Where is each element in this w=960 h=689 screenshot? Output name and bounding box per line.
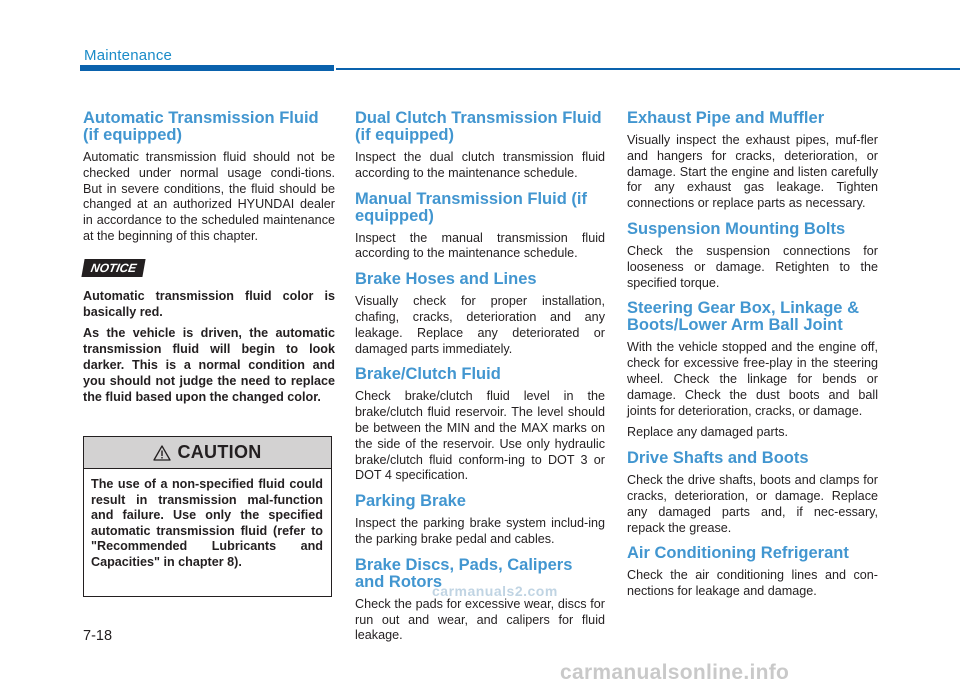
brake-fluid-heading: Brake/Clutch Fluid [355,365,501,384]
steering-body-2: Replace any damaged parts. [627,425,789,440]
atf-heading: Automatic Transmission Fluid (if equipped) [83,109,319,144]
steering-heading: Steering Gear Box, Linkage & Boots/Lower Arm Ball Joint [627,299,859,335]
brake-hoses-body: Visually check for proper installation, chafing, cracks, deterioration and any leakage. Replace any deteriorated or damaged parts immediately. [355,294,605,356]
ac-heading: Air Conditioning Refrigerant [627,544,849,563]
drive-shafts-heading: Drive Shafts and Boots [627,449,809,468]
suspension-body: Check the suspension connections for looseness or damage. Retighten to the specified torque. [627,243,878,290]
brake-hoses-heading: Brake Hoses and Lines [355,270,537,289]
dct-heading: Dual Clutch Transmission Fluid (if equipped) [355,109,602,144]
parking-brake-body: Inspect the parking brake system includ-ing the parking brake pedal and cables. [355,516,605,546]
dct-body: Inspect the dual clutch transmission fluid according to the maintenance schedule. [355,150,605,180]
brake-fluid-body: Check brake/clutch fluid level in the brake/clutch fluid reservoir. The level should be between the MIN and the MAX marks on the side of the reservoir. Use only hydraulic brake/clutch fluid conform-ing to DOT 3 or DOT 4 specification. [355,389,605,483]
column-right [627,110,878,606]
exhaust-body: Visually inspect the exhaust pipes, muf-fler and hangers for cracks, deterioration, or damage. Start the engine and listen carefully for any exhaust gas leakage. Tighten connections or replace parts as necessary. [627,133,878,211]
page-number: 7-18 [83,628,113,644]
caution-body: The use of a non-specified fluid could result in transmission mal-function and failure. Use only the specified automatic transmission fluid (refer to "Recommended Lubricants and Capacities" in chapter 8). [91,477,323,569]
footer-watermark: carmanualsonline.info [560,661,790,684]
header-rule-thick [80,65,334,71]
header-rule-thin [336,68,960,70]
notice-paragraph-1: Automatic transmission fluid color is basically red. [83,288,335,319]
suspension-heading: Suspension Mounting Bolts [627,219,846,238]
notice-paragraph-2: As the vehicle is driven, the automatic transmission fluid will begin to look darker. This is a normal condition and you should not judge the need to replace the fluid based upon the changed color. [83,326,335,404]
mt-body: Inspect the manual transmission fluid according to the maintenance schedule. [355,230,605,261]
column-middle [355,110,605,650]
parking-brake-heading: Parking Brake [355,492,466,511]
drive-shafts-body: Check the drive shafts, boots and clamps for cracks, deterioration, or damage. Replace any damaged parts and, if nec-essary, repack the grease. [627,473,878,535]
section-title: Maintenance [84,47,173,64]
brake-discs-body: Check the pads for excessive wear, discs for run out and wear, and calipers for fluid leakage. [355,596,605,643]
column-left [83,110,335,411]
caution-title: CAUTION [177,442,262,462]
warning-triangle-icon [153,445,171,461]
brake-discs-heading: Brake Discs, Pads, Calipers and Rotors [355,555,573,591]
caution-box [83,436,332,597]
ac-body: Check the air conditioning lines and con-nections for leakage and damage. [627,568,878,599]
notice-label: NOTICE [81,259,146,277]
overlay-watermark: carmanuals2.com [432,583,558,599]
mt-heading: Manual Transmission Fluid (if equipped) [355,189,587,225]
steering-body: With the vehicle stopped and the engine off, check for excessive free-play in the steering wheel. Check the linkage for bends or damage. Check the dust boots and ball joints for deterioration, cracks, or damage. [627,340,878,418]
exhaust-heading: Exhaust Pipe and Muffler [627,109,825,127]
caution-header [84,437,331,469]
atf-body: Automatic transmission fluid should not be checked under normal usage condi-tions. But in severe conditions, the fluid should be changed at an authorized HYUNDAI dealer in accordance to the scheduled maintenance at the beginning of this chapter. [83,150,335,243]
